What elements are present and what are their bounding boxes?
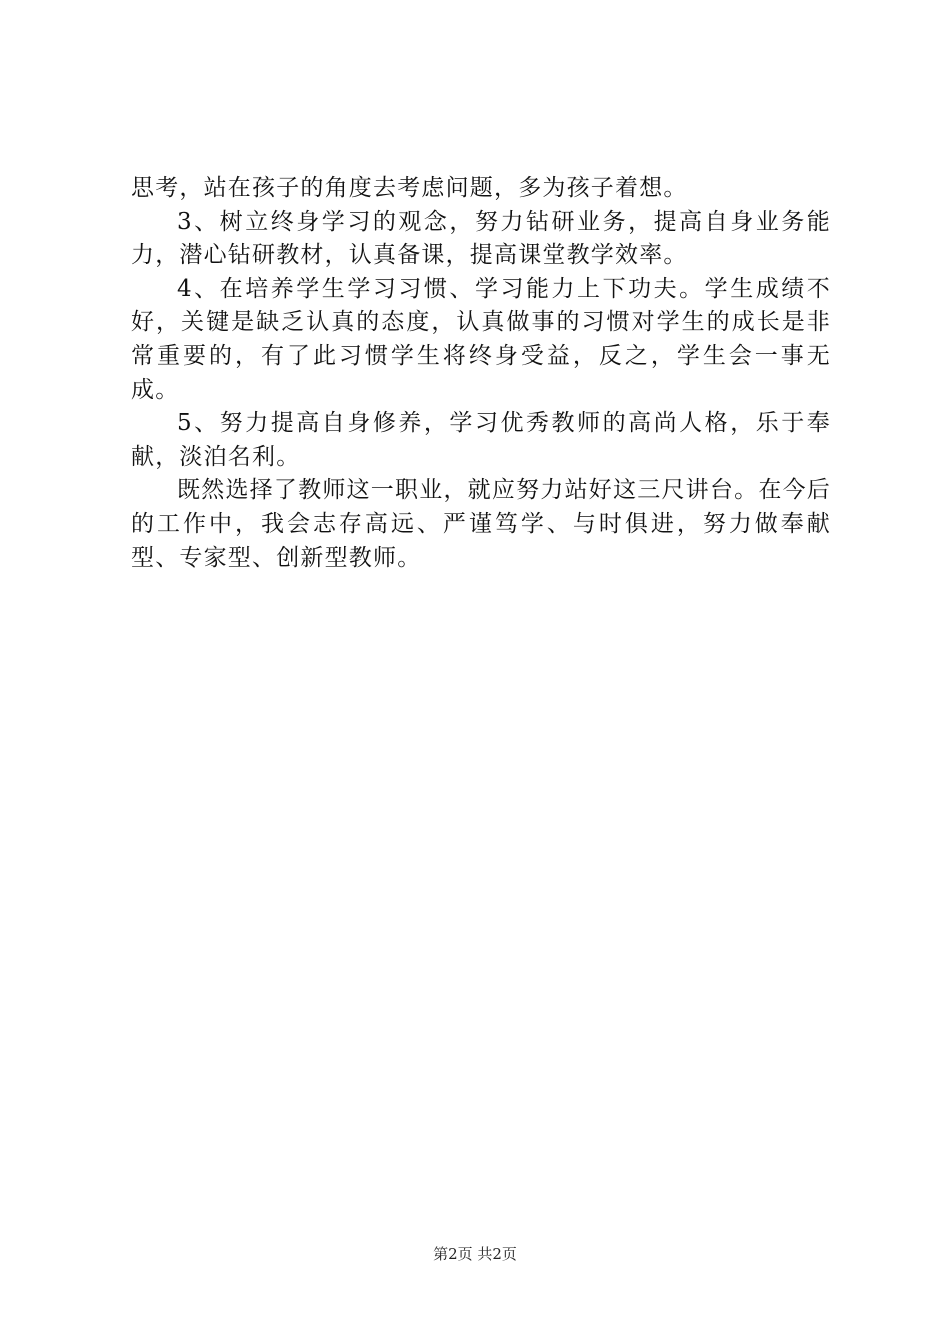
paragraph-conclusion: 既然选择了教师这一职业，就应努力站好这三尺讲台。在今后的工作中，我会志存高远、严谨笃学、与时俱进，努力做奉献型、专家型、创新型教师。 [131, 477, 831, 571]
paragraph-item-4: 4、在培养学生学习习惯、学习能力上下功夫。学生成绩不好，关键是缺乏认真的态度，认真做事的习惯对学生的成长是非常重要的，有了此习惯学生将终身受益，反之，学生会一事无成。 [131, 275, 831, 403]
paragraph-item-3: 3、树立终身学习的观念，努力钻研业务，提高自身业务能力，潜心钻研教材，认真备课，提高课堂教学效率。 [131, 208, 831, 269]
page-number-label: 第2页 共2页 [433, 1245, 517, 1263]
document-body [131, 172, 831, 575]
paragraph-item-5: 5、努力提高自身修养，学习优秀教师的高尚人格，乐于奉献，淡泊名利。 [131, 410, 831, 470]
paragraph-continuation: 思考，站在孩子的角度去考虑问题，多为孩子着想。 [131, 175, 688, 201]
page-footer [0, 1244, 950, 1264]
